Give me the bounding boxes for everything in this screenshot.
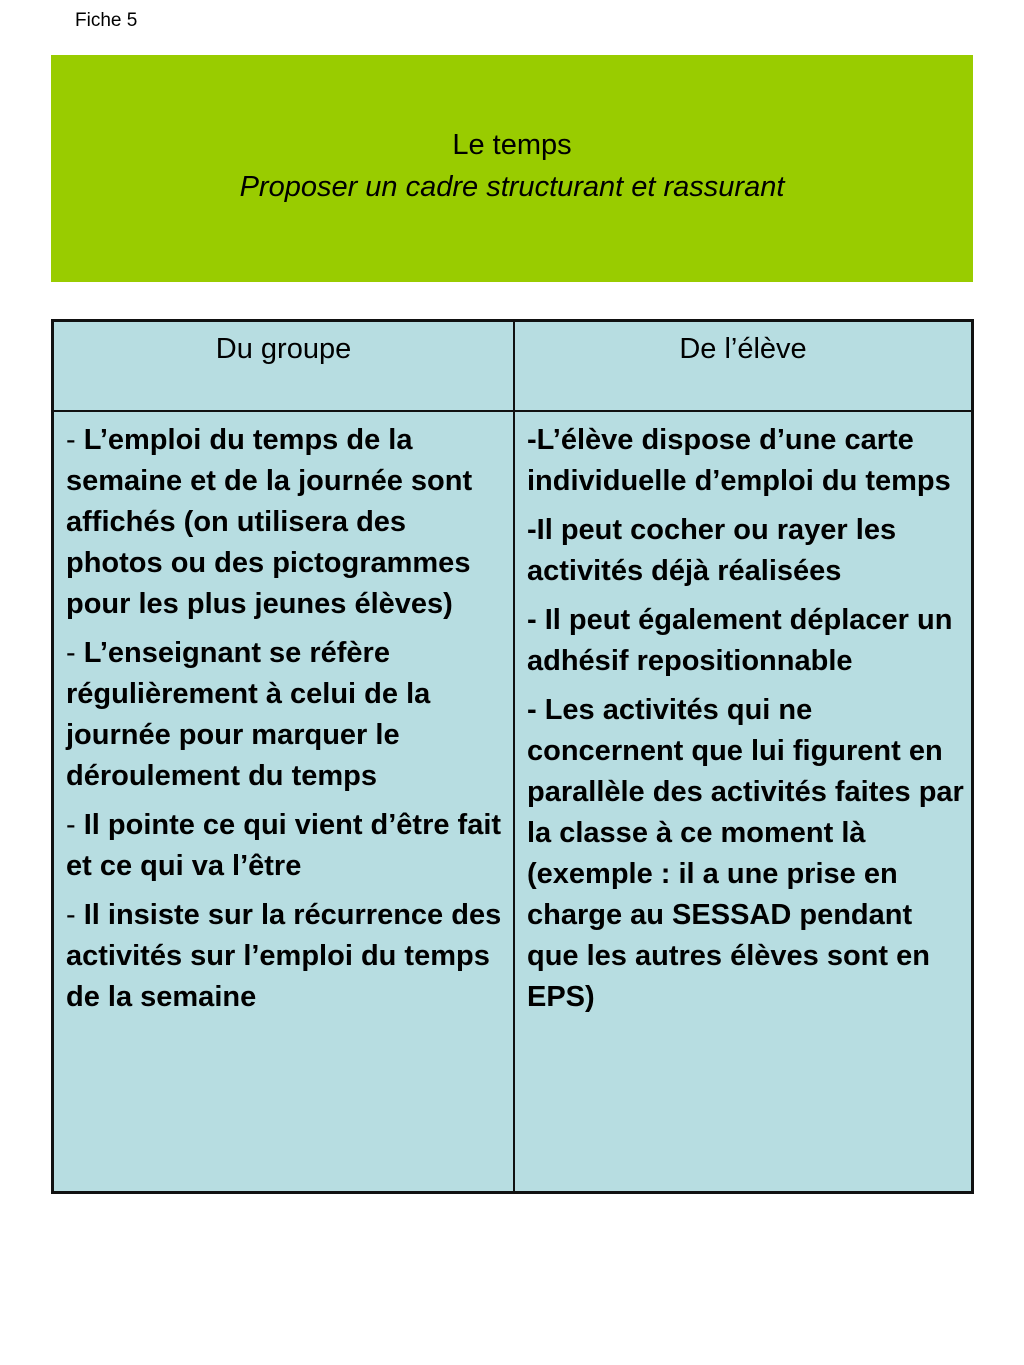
page-title: Le temps xyxy=(452,129,572,161)
column-header-student: De l’élève xyxy=(679,333,807,365)
fiche-label: Fiche 5 xyxy=(75,10,138,31)
page-subtitle: Proposer un cadre structurant et rassurant xyxy=(239,171,785,203)
group-item xyxy=(66,805,506,887)
group-item xyxy=(66,895,506,1018)
group-item xyxy=(66,420,506,625)
student-item: - Il peut également déplacer un adhésif repositionnable xyxy=(527,604,953,677)
student-item: - Les activités qui ne concernent que lui figurent en parallèle des activités faites par la classe à ce moment là (exemple : il a une prise en charge au SESSAD pendant que les autres élèves sont en EPS) xyxy=(527,694,964,1013)
group-cell xyxy=(66,420,506,1026)
student-item: -L’élève dispose d’une carte individuelle d’emploi du temps xyxy=(527,424,951,497)
item-text: L’emploi du temps de la semaine et de la journée sont affichés (on utilisera des photos ou des pictogrammes pour les plus jeunes élèves) xyxy=(66,424,473,620)
student-cell xyxy=(527,420,967,1026)
header-divider xyxy=(54,410,971,412)
item-dash: - xyxy=(66,809,84,841)
item-dash: - xyxy=(66,637,84,669)
item-dash: - xyxy=(66,424,84,456)
item-dash: - xyxy=(66,899,84,931)
student-item: -Il peut cocher ou rayer les activités déjà réalisées xyxy=(527,514,897,587)
item-text: Il insiste sur la récurrence des activités sur l’emploi du temps de la semaine xyxy=(66,899,502,1013)
column-header-group: Du groupe xyxy=(215,333,352,365)
item-text: Il pointe ce qui vient d’être fait et ce qui va l’être xyxy=(66,809,502,882)
title-banner xyxy=(51,55,973,282)
item-text: L’enseignant se réfère régulièrement à celui de la journée pour marquer le déroulement du temps xyxy=(66,637,431,792)
content-table xyxy=(51,319,974,1194)
column-divider xyxy=(513,322,515,1191)
group-item xyxy=(66,633,506,797)
